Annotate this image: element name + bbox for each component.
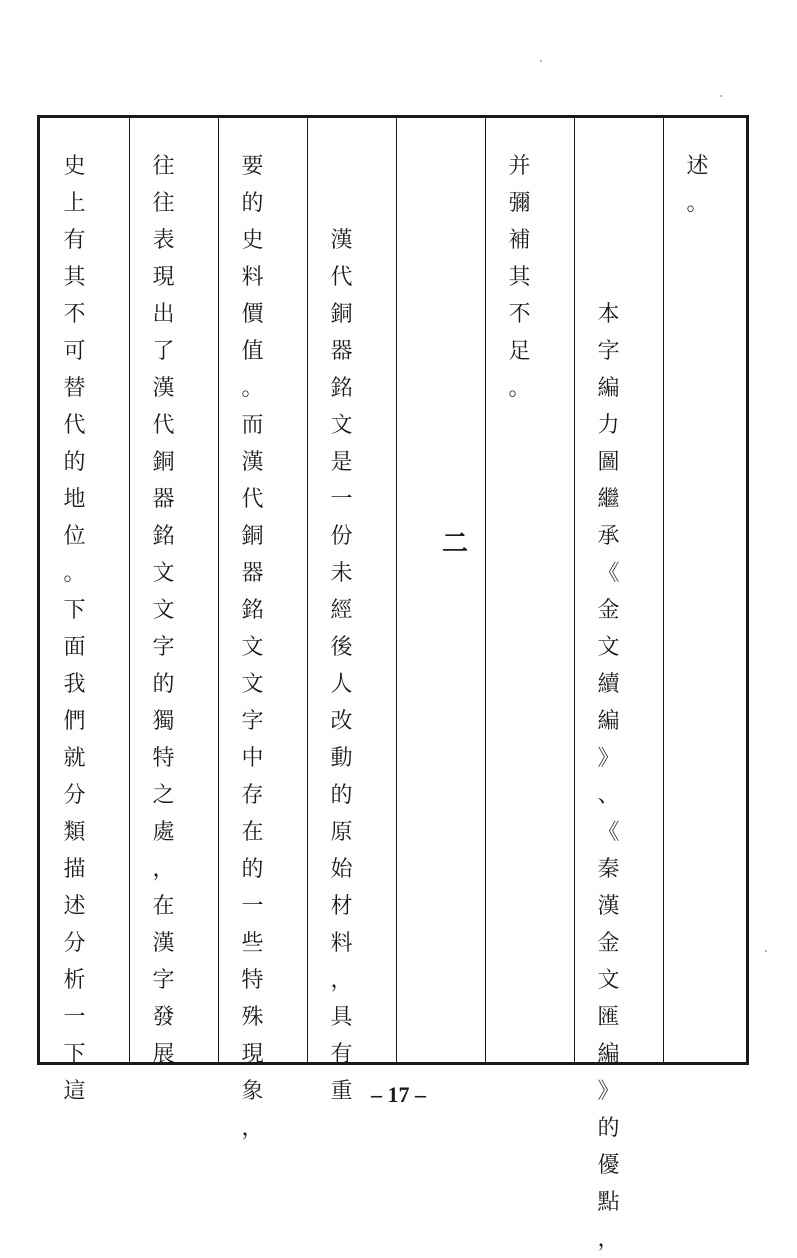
column-divider [129,118,130,1062]
text-column: 漢 代 銅 器 銘 文 是 一 份 未 經 後 人 改 動 的 原 始 材 料 ， 具 有 重 [330,228,353,1104]
column-divider [485,118,486,1062]
scan-speck [540,60,542,62]
column-divider [574,118,575,1062]
text-column: 述 。 [686,154,709,216]
text-column: 史 上 有 其 不 可 替 代 的 地 位 。 下 面 我 們 就 分 類 描 述 分 析 一 下 這 [63,154,86,1104]
section-heading: 二 [441,529,468,559]
text-column: 往 往 表 現 出 了 漢 代 銅 器 銘 文 文 字 的 獨 特 之 處 ， 在 漢 字 發 展 [152,154,175,1067]
column-divider [663,118,664,1062]
column-divider [307,118,308,1062]
scan-speck [765,950,767,952]
page-number: – 17 – [371,1082,426,1107]
column-divider [218,118,219,1062]
text-column: 要 的 史 料 價 值 。 而 漢 代 銅 器 銘 文 文 字 中 存 在 的 一 些 特 殊 現 象 ， [241,154,264,1141]
column-divider [396,118,397,1062]
scan-speck [720,95,722,97]
text-column: 本 字 編 力 圖 繼 承 《 金 文 續 編 》 、 《 秦 漢 金 文 匯 編 》 的 優 點 ， [597,302,620,1252]
text-column: 并 彌 補 其 不 足 。 [508,154,531,401]
